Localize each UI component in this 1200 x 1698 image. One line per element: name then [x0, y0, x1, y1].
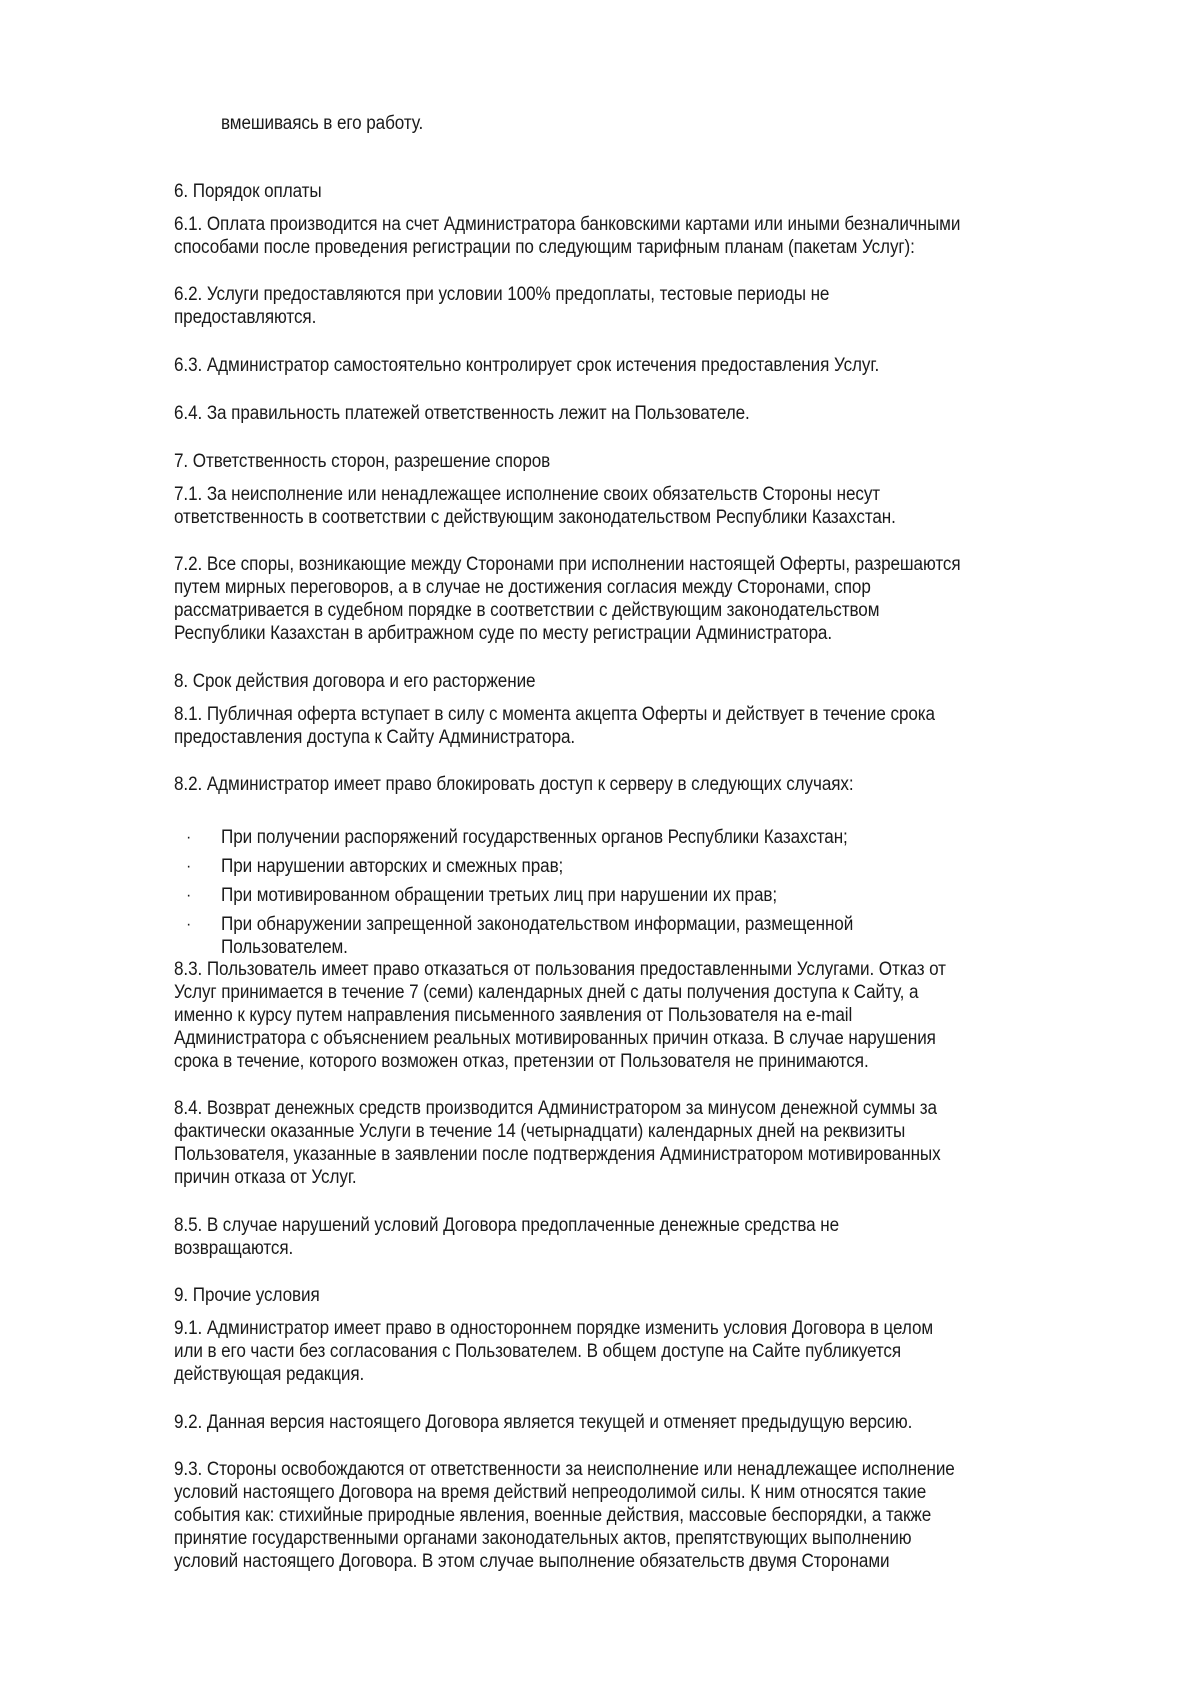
- paragraph-line: события как: стихийные природные явления, военные действия, массовые беспорядки, а также: [174, 1505, 932, 1526]
- paragraph-line: 8.3. Пользователь имеет право отказаться от пользования предоставленными Услугами. Отказ от: [174, 959, 946, 980]
- paragraph-line: фактически оказанные Услуги в течение 14 (четырнадцати) календарных дней на реквизиты: [174, 1121, 906, 1142]
- paragraph-line: 6.1. Оплата производится на счет Администратора банковскими картами или иными безналичными: [174, 214, 961, 235]
- section-heading-9: 9. Прочие условия: [174, 1285, 320, 1306]
- bullet-icon: ·: [186, 887, 192, 904]
- paragraph-line: Пользователя, указанные в заявлении после подтверждения Администратором мотивированных: [174, 1144, 941, 1165]
- paragraph-line: 6.3. Администратор самостоятельно контролирует срок истечения предоставления Услуг.: [174, 355, 880, 376]
- paragraph-line: путем мирных переговоров, а в случае не достижения согласия между Сторонами, спор: [174, 577, 871, 598]
- paragraph-line: вмешиваясь в его работу.: [221, 113, 424, 134]
- paragraph-line: принятие государственными органами законодательных актов, препятствующих выполнению: [174, 1528, 912, 1549]
- paragraph-line: условий настоящего Договора на время действий непреодолимой силы. К ним относятся такие: [174, 1482, 927, 1503]
- paragraph-line: Республики Казахстан в арбитражном суде по месту регистрации Администратора.: [174, 623, 832, 644]
- bullet-icon: ·: [186, 916, 192, 933]
- section-heading-7: 7. Ответственность сторон, разрешение споров: [174, 451, 551, 472]
- bullet-item: При нарушении авторских и смежных прав;: [221, 856, 564, 877]
- paragraph-line: 8.5. В случае нарушений условий Договора предоплаченные денежные средства не: [174, 1215, 840, 1236]
- paragraph-line: именно к курсу путем направления письменного заявления от Пользователя на e-mail: [174, 1005, 853, 1026]
- paragraph-line: рассматривается в судебном порядке в соответствии с действующим законодательством: [174, 600, 880, 621]
- paragraph-line: причин отказа от Услуг.: [174, 1167, 357, 1188]
- paragraph-line: срока в течение, которого возможен отказ, претензии от Пользователя не принимаются.: [174, 1051, 869, 1072]
- paragraph-line: или в его части без согласования с Пользователем. В общем доступе на Сайте публикуется: [174, 1341, 902, 1362]
- paragraph-line: предоставления доступа к Сайту Администратора.: [174, 727, 576, 748]
- paragraph-line: 7.1. За неисполнение или ненадлежащее исполнение своих обязательств Стороны несут: [174, 484, 881, 505]
- paragraph-line: Услуг принимается в течение 7 (семи) календарных дней с даты получения доступа к Сайту, а: [174, 982, 919, 1003]
- paragraph-line: 9.2. Данная версия настоящего Договора является текущей и отменяет предыдущую версию.: [174, 1412, 913, 1433]
- bullet-item-continued: Пользователем.: [221, 937, 348, 958]
- paragraph-line: 9.3. Стороны освобождаются от ответственности за неисполнение или ненадлежащее исполнение: [174, 1459, 955, 1480]
- paragraph-line: 8.2. Администратор имеет право блокировать доступ к серверу в следующих случаях:: [174, 774, 854, 795]
- paragraph-line: предоставляются.: [174, 307, 317, 328]
- bullet-icon: ·: [186, 858, 192, 875]
- paragraph-line: возвращаются.: [174, 1238, 294, 1259]
- bullet-icon: ·: [186, 829, 192, 846]
- bullet-item: При мотивированном обращении третьих лиц при нарушении их прав;: [221, 885, 778, 906]
- bullet-item: При обнаружении запрещенной законодательством информации, размещенной: [221, 914, 854, 935]
- paragraph-line: ответственность в соответствии с действующим законодательством Республики Казахстан.: [174, 507, 896, 528]
- paragraph-line: действующая редакция.: [174, 1364, 365, 1385]
- paragraph-line: 6.4. За правильность платежей ответственность лежит на Пользователе.: [174, 403, 750, 424]
- section-heading-8: 8. Срок действия договора и его расторжение: [174, 671, 536, 692]
- paragraph-line: 8.1. Публичная оферта вступает в силу с момента акцепта Оферты и действует в течение срока: [174, 704, 935, 725]
- paragraph-line: условий настоящего Договора. В этом случае выполнение обязательств двумя Сторонами: [174, 1551, 890, 1572]
- section-heading-6: 6. Порядок оплаты: [174, 181, 322, 202]
- paragraph-line: 7.2. Все споры, возникающие между Сторонами при исполнении настоящей Оферты, разрешаются: [174, 554, 961, 575]
- paragraph-line: 8.4. Возврат денежных средств производится Администратором за минусом денежной суммы за: [174, 1098, 937, 1119]
- paragraph-line: 9.1. Администратор имеет право в одностороннем порядке изменить условия Договора в целом: [174, 1318, 934, 1339]
- paragraph-line: способами после проведения регистрации по следующим тарифным планам (пакетам Услуг):: [174, 237, 915, 258]
- paragraph-line: 6.2. Услуги предоставляются при условии 100% предоплаты, тестовые периоды не: [174, 284, 830, 305]
- paragraph-line: Администратора с объяснением реальных мотивированных причин отказа. В случае нарушения: [174, 1028, 936, 1049]
- bullet-item: При получении распоряжений государственных органов Республики Казахстан;: [221, 827, 848, 848]
